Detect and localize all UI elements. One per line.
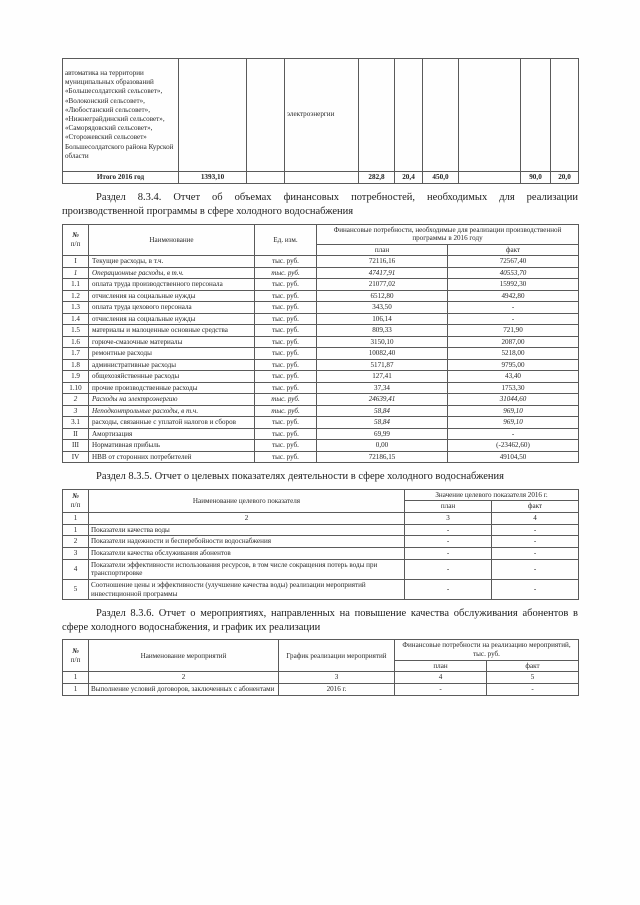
row-plan: 6512,80 (317, 290, 448, 302)
row-number: 5 (63, 579, 89, 599)
row-fact: 1753,30 (448, 382, 579, 394)
total-value-3 (285, 172, 359, 184)
col-number-4: 4 (492, 513, 579, 525)
row-plan: 58,84 (317, 417, 448, 429)
row-number: 1.4 (63, 313, 89, 325)
row-name: ремонтные расходы (89, 348, 255, 360)
header-plan: план (317, 244, 448, 256)
measures-numbering-row (63, 672, 579, 684)
row-name: общехозяйственные расходы (89, 371, 255, 383)
table-row (63, 359, 579, 371)
header-num: № п/п (63, 224, 89, 256)
row-name: Операционные расходы, в т.ч. (89, 267, 255, 279)
section-834-heading: Раздел 8.3.4. Отчет об объемах финансовых потребностей, необходимых для реализации производственной программы в сфере холодного водоснабжения (62, 192, 578, 217)
row-fact: - (448, 313, 579, 325)
table-row (63, 313, 579, 325)
row-fact: - (492, 547, 579, 559)
row-number: 2 (63, 394, 89, 406)
table-row (63, 382, 579, 394)
section-836-heading: Раздел 8.3.6. Отчет о мероприятиях, направленных на повышение качества обслуживания абонентов в сфере холодного водоснабжения, и график их реализации (62, 608, 578, 633)
col-number-2: 2 (89, 672, 279, 684)
table-row (63, 59, 579, 172)
row-plan: 58,84 (317, 405, 448, 417)
row-unit: тыс. руб. (255, 394, 317, 406)
row-number: 1.10 (63, 382, 89, 394)
row-name: Показатели эффективности использования ресурсов, в том числе сокращения потерь воды при транспортировке (89, 559, 405, 579)
row-fact: - (487, 684, 579, 696)
header-schedule: График реализации мероприятий (279, 640, 395, 672)
row-fact: 43,40 (448, 371, 579, 383)
row-fact: 2087,00 (448, 336, 579, 348)
row-name: отчисления на социальные нужды (89, 313, 255, 325)
continuation-table (62, 58, 579, 184)
row-name: горюче-смазочные материалы (89, 336, 255, 348)
section-835-heading: Раздел 8.3.5. Отчет о целевых показателях деятельности в сфере холодного водоснабжения (96, 471, 504, 483)
row-plan: 47417,91 (317, 267, 448, 279)
row-fact: - (448, 302, 579, 314)
row-plan: - (405, 579, 492, 599)
row-unit: тыс. руб. (255, 440, 317, 452)
row-fact: 31044,60 (448, 394, 579, 406)
continuation-empty-cell-2 (247, 59, 285, 172)
row-unit: тыс. руб. (255, 336, 317, 348)
row-name: НВВ от сторонних потребителей (89, 451, 255, 463)
header-name: Наименование (89, 224, 255, 256)
header-group: Финансовые потребности, необходимые для реализации производственной программы в 2016 году (317, 224, 579, 244)
row-number: 1.6 (63, 336, 89, 348)
row-fact: 72567,40 (448, 256, 579, 268)
row-name: Показатели качества воды (89, 524, 405, 536)
total-value-5: 20,4 (395, 172, 423, 184)
financial-table-body (63, 256, 579, 463)
row-plan: 3150,10 (317, 336, 448, 348)
table-row (63, 559, 579, 579)
row-unit: тыс. руб. (255, 279, 317, 291)
table-row (63, 524, 579, 536)
row-unit: тыс. руб. (255, 313, 317, 325)
row-name: оплата труда цехового персонала (89, 302, 255, 314)
col-number-1: 1 (63, 513, 89, 525)
row-fact: 40553,70 (448, 267, 579, 279)
header-unit: Ед. изм. (255, 224, 317, 256)
row-unit: тыс. руб. (255, 325, 317, 337)
row-number: 1 (63, 684, 89, 696)
row-plan: 106,14 (317, 313, 448, 325)
row-fact: - (492, 559, 579, 579)
row-fact: 9795,00 (448, 359, 579, 371)
total-value-4: 282,8 (359, 172, 395, 184)
table-row (63, 536, 579, 548)
row-plan: 0,00 (317, 440, 448, 452)
header-plan: план (395, 660, 487, 672)
row-plan: - (405, 536, 492, 548)
row-number: 3 (63, 547, 89, 559)
row-unit: тыс. руб. (255, 348, 317, 360)
table-row (63, 547, 579, 559)
header-fact: факт (492, 501, 579, 513)
row-name: Соотношение цены и эффективности (улучшение качества воды) реализации мероприятий инвестиционной программы (89, 579, 405, 599)
col-number-4: 4 (395, 672, 487, 684)
row-fact: - (492, 536, 579, 548)
continuation-total-row (63, 172, 579, 184)
row-number: 1.8 (63, 359, 89, 371)
row-number: I (63, 256, 89, 268)
row-plan: 69,99 (317, 428, 448, 440)
row-name: Показатели надежности и бесперебойности водоснабжения (89, 536, 405, 548)
row-fact: - (492, 524, 579, 536)
header-num: № п/п (63, 640, 89, 672)
row-plan: 127,41 (317, 371, 448, 383)
row-schedule: 2016 г. (279, 684, 395, 696)
row-plan: 72116,16 (317, 256, 448, 268)
row-number: 1 (63, 267, 89, 279)
row-plan: 809,33 (317, 325, 448, 337)
total-value-7 (459, 172, 521, 184)
row-fact: 4942,80 (448, 290, 579, 302)
row-name: Выполнение условий договоров, заключенных с абонентами (89, 684, 279, 696)
measures-table-body (63, 684, 579, 696)
row-number: 2 (63, 536, 89, 548)
measures-header-row-1 (63, 640, 579, 660)
row-unit: тыс. руб. (255, 382, 317, 394)
total-value-8: 90,0 (521, 172, 551, 184)
header-group: Значение целевого показателя 2016 г. (405, 489, 579, 501)
row-unit: тыс. руб. (255, 417, 317, 429)
table-row (63, 451, 579, 463)
row-name: Неподконтрольные расходы, в т.ч. (89, 405, 255, 417)
continuation-empty-cell-4 (395, 59, 423, 172)
col-number-2: 2 (89, 513, 405, 525)
row-plan: - (405, 524, 492, 536)
row-fact: 721,90 (448, 325, 579, 337)
row-plan: 24639,41 (317, 394, 448, 406)
target-indicators-table (62, 489, 579, 600)
row-number: 4 (63, 559, 89, 579)
row-plan: 343,50 (317, 302, 448, 314)
total-label: Итого 2016 год (63, 172, 179, 184)
table-row (63, 394, 579, 406)
row-name: расходы, связанные с уплатой налогов и сборов (89, 417, 255, 429)
header-fact: факт (487, 660, 579, 672)
row-number: 1.2 (63, 290, 89, 302)
row-unit: тыс. руб. (255, 428, 317, 440)
table-row (63, 417, 579, 429)
row-name: Текущие расходы, в т.ч. (89, 256, 255, 268)
continuation-electro-cell: электроэнергии (285, 59, 359, 172)
table-row (63, 290, 579, 302)
header-fact: факт (448, 244, 579, 256)
continuation-empty-cell-7 (521, 59, 551, 172)
indicators-table-body (63, 524, 579, 599)
table-row (63, 428, 579, 440)
row-number: 1.1 (63, 279, 89, 291)
row-number: 3 (63, 405, 89, 417)
row-fact: - (492, 579, 579, 599)
row-fact: (-23462,60) (448, 440, 579, 452)
total-value-1: 1393,10 (179, 172, 247, 184)
header-group: Финансовые потребности на реализацию мероприятий, тыс. руб. (395, 640, 579, 660)
table-row (63, 405, 579, 417)
row-unit: тыс. руб. (255, 267, 317, 279)
row-fact: 969,10 (448, 417, 579, 429)
row-unit: тыс. руб. (255, 290, 317, 302)
row-plan: 5171,87 (317, 359, 448, 371)
table-row (63, 440, 579, 452)
total-value-9: 20,0 (551, 172, 579, 184)
continuation-description-cell: автоматика на территории муниципальных образований «Большесолдатский сельсовет», «Волоконский сельсовет», «Любостанский сельсовет», «Нижнеграйдинский сельсовет», «Саморядовский сельсовет», «Сторожевский сельсовет» Большесолдатского района Курской области (63, 59, 179, 172)
row-fact: 49104,50 (448, 451, 579, 463)
row-number: 3.1 (63, 417, 89, 429)
row-unit: тыс. руб. (255, 302, 317, 314)
row-number: IV (63, 451, 89, 463)
continuation-empty-cell-5 (423, 59, 459, 172)
table-row (63, 579, 579, 599)
table-row (63, 256, 579, 268)
row-number: II (63, 428, 89, 440)
continuation-empty-cell-3 (359, 59, 395, 172)
col-number-3: 3 (405, 513, 492, 525)
table-row (63, 302, 579, 314)
row-number: III (63, 440, 89, 452)
row-name: Амортизация (89, 428, 255, 440)
row-unit: тыс. руб. (255, 451, 317, 463)
table-row (63, 684, 579, 696)
row-plan: - (405, 559, 492, 579)
header-name: Наименование целевого показателя (89, 489, 405, 512)
row-name: оплата труда производственного персонала (89, 279, 255, 291)
measures-table (62, 639, 579, 695)
row-name: Нормативная прибыль (89, 440, 255, 452)
indicators-header-row-1 (63, 489, 579, 501)
row-name: Показатели качества обслуживания абонентов (89, 547, 405, 559)
financial-table-header-row-1 (63, 224, 579, 244)
row-name: отчисления на социальные нужды (89, 290, 255, 302)
header-name: Наименование мероприятий (89, 640, 279, 672)
row-fact: 5218,00 (448, 348, 579, 360)
continuation-empty-cell-1 (179, 59, 247, 172)
row-plan: 10082,40 (317, 348, 448, 360)
table-row (63, 348, 579, 360)
row-unit: тыс. руб. (255, 359, 317, 371)
table-row (63, 267, 579, 279)
col-number-5: 5 (487, 672, 579, 684)
row-number: 1.7 (63, 348, 89, 360)
row-number: 1.9 (63, 371, 89, 383)
col-number-1: 1 (63, 672, 89, 684)
row-number: 1 (63, 524, 89, 536)
row-number: 1.3 (63, 302, 89, 314)
row-name: Расходы на электроэнергию (89, 394, 255, 406)
row-fact: 969,10 (448, 405, 579, 417)
row-name: административные расходы (89, 359, 255, 371)
row-fact: 15992,30 (448, 279, 579, 291)
total-value-6: 450,0 (423, 172, 459, 184)
row-name: материалы и малоценные основные средства (89, 325, 255, 337)
page-content (62, 58, 578, 696)
row-plan: - (395, 684, 487, 696)
table-row (63, 371, 579, 383)
continuation-empty-cell-6 (459, 59, 521, 172)
row-unit: тыс. руб. (255, 371, 317, 383)
row-unit: тыс. руб. (255, 256, 317, 268)
row-fact: - (448, 428, 579, 440)
financial-needs-table (62, 224, 579, 464)
indicators-numbering-row (63, 513, 579, 525)
row-plan: 72186,15 (317, 451, 448, 463)
total-value-2 (247, 172, 285, 184)
row-plan: 21077,02 (317, 279, 448, 291)
continuation-empty-cell-8 (551, 59, 579, 172)
row-unit: тыс. руб. (255, 405, 317, 417)
row-number: 1.5 (63, 325, 89, 337)
row-plan: - (405, 547, 492, 559)
header-num: № п/п (63, 489, 89, 512)
table-row (63, 279, 579, 291)
table-row (63, 336, 579, 348)
row-name: прочие производственные расходы (89, 382, 255, 394)
header-plan: план (405, 501, 492, 513)
col-number-3: 3 (279, 672, 395, 684)
row-plan: 37,34 (317, 382, 448, 394)
table-row (63, 325, 579, 337)
